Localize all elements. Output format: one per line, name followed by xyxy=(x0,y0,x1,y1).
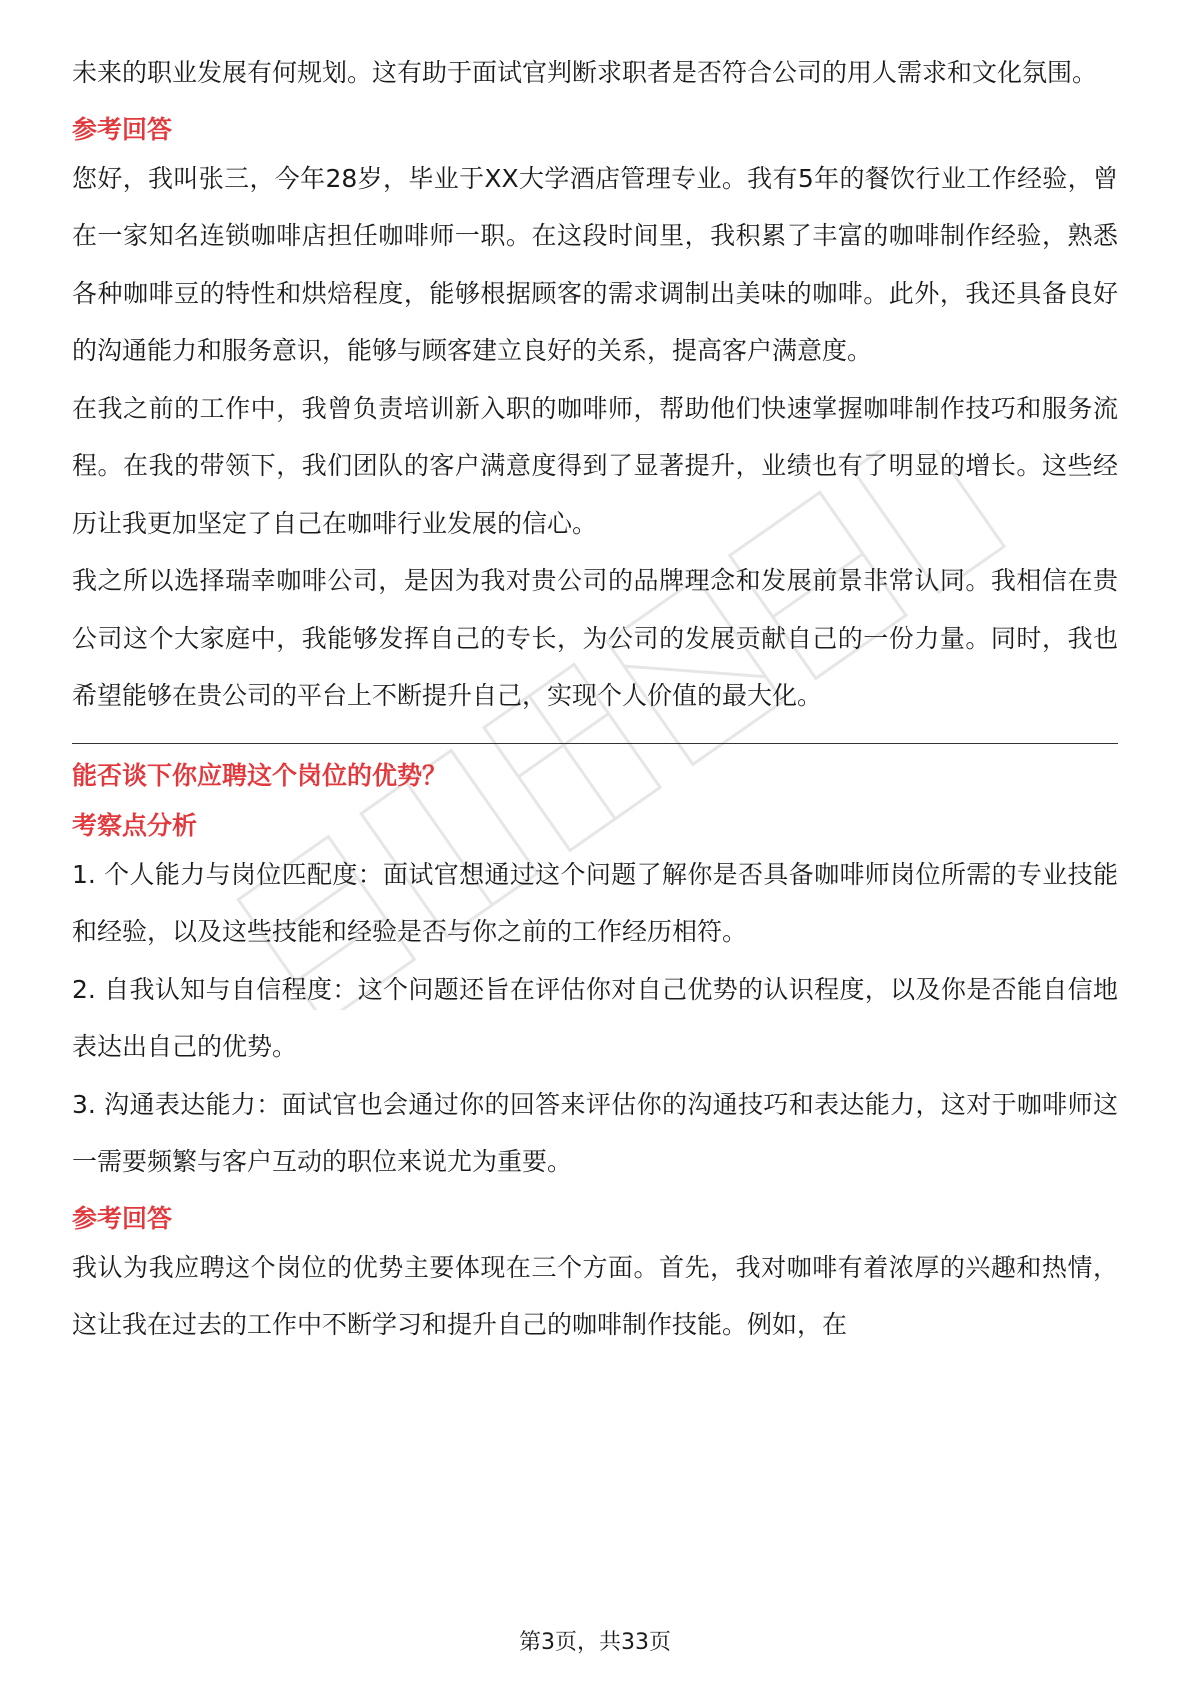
document-page xyxy=(72,44,1118,1354)
answer-paragraph: 您好，我叫张三，今年28岁，毕业于XX大学酒店管理专业。我有5年的餐饮行业工作经验，曾在一家知名连锁咖啡店担任咖啡师一职。在这段时间里，我积累了丰富的咖啡制作经验，熟悉各种咖啡豆的特性和烘焙程度，能够根据顾客的需求调制出美味的咖啡。此外，我还具备良好的沟通能力和服务意识，能够与顾客建立良好的关系，提高客户满意度。 xyxy=(72,163,1118,365)
analysis-heading: 考察点分析 xyxy=(72,810,198,840)
intro-paragraph: 未来的职业发展有何规划。这有助于面试官判断求职者是否符合公司的用人需求和文化氛围。 xyxy=(72,58,1098,87)
reference-answer-heading: 参考回答 xyxy=(72,114,173,144)
analysis-point: 1. 个人能力与岗位匹配度：面试官想通过这个问题了解你是否具备咖啡师岗位所需的专业技能和经验，以及这些技能和经验是否与你之前的工作经历相符。 xyxy=(72,859,1118,946)
analysis-point: 2. 自我认知与自信程度：这个问题还旨在评估你对自己优势的认识程度，以及你是否能自信地表达出自己的优势。 xyxy=(72,974,1118,1061)
reference-answer-heading: 参考回答 xyxy=(72,1203,173,1233)
analysis-point: 3. 沟通表达能力：面试官也会通过你的回答来评估你的沟通技巧和表达能力，这对于咖啡师这一需要频繁与客户互动的职位来说尤为重要。 xyxy=(72,1089,1118,1176)
answer-paragraph: 我认为我应聘这个岗位的优势主要体现在三个方面。首先，我对咖啡有着浓厚的兴趣和热情，这让我在过去的工作中不断学习和提升自己的咖啡制作技能。例如，在 xyxy=(72,1252,1118,1339)
question-title: 能否谈下你应聘这个岗位的优势？ xyxy=(72,760,448,790)
answer-paragraph: 在我之前的工作中，我曾负责培训新入职的咖啡师，帮助他们快速掌握咖啡制作技巧和服务流程。在我的带领下，我们团队的客户满意度得到了显著提升，业绩也有了明显的增长。这些经历让我更加坚定了自己在咖啡行业发展的信心。 xyxy=(72,393,1118,538)
answer-paragraph: 我之所以选择瑞幸咖啡公司，是因为我对贵公司的品牌理念和发展前景非常认同。我相信在贵公司这个大家庭中，我能够发挥自己的专长，为公司的发展贡献自己的一份力量。同时，我也希望能够在贵公司的平台上不断提升自己，实现个人价值的最大化。 xyxy=(72,566,1118,710)
page-footer: 第3页，共33页 xyxy=(519,1630,671,1655)
